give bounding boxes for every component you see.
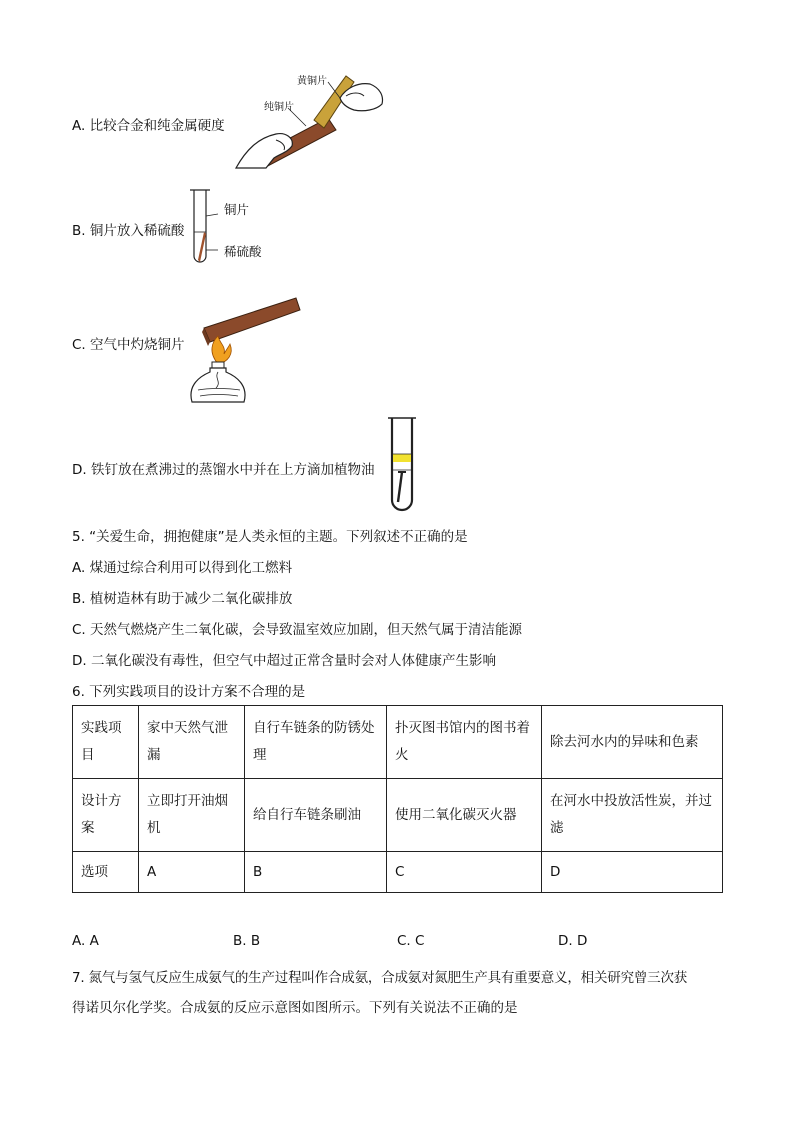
table-cell: B [245, 852, 387, 893]
q6-answer-b: B. B [233, 933, 261, 949]
option-b-text: B. 铜片放入稀硫酸 [72, 223, 185, 239]
option-a-text: A. 比较合金和纯金属硬度 [72, 118, 225, 134]
table-cell: D [542, 852, 723, 893]
q7-line-2: 得诺贝尔化学奖。合成氨的反应示意图如图所示。下列有关说法不正确的是 [72, 1000, 518, 1016]
q6-stem: 6. 下列实践项目的设计方案不合理的是 [72, 684, 306, 700]
table-cell: 扑灭图书馆内的图书着火 [387, 706, 542, 779]
alcohol-lamp-burning-copper [188, 292, 308, 412]
label-pure-copper: 纯铜片 [264, 102, 294, 113]
option-d-text: D. 铁钉放在煮沸过的蒸馏水中并在上方滴加植物油 [72, 462, 375, 478]
q7-line-1: 7. 氮气与氢气反应生成氨气的生产过程叫作合成氨，合成氨对氮肥生产具有重要意义，相关研究曾三次获 [72, 970, 688, 986]
table-cell: 除去河水内的异味和色素 [542, 706, 723, 779]
q5-stem: 5. “关爱生命，拥抱健康”是人类永恒的主题。下列叙述不正确的是 [72, 529, 468, 545]
table-cell: 家中天然气泄漏 [139, 706, 245, 779]
table-cell: 选项 [73, 852, 139, 893]
test-tube-iron-nail-oil [386, 416, 420, 512]
q6-answer-d: D. D [558, 933, 588, 949]
label-dilute-acid: 稀硫酸 [224, 244, 262, 259]
table-cell: 在河水中投放活性炭，并过滤 [542, 779, 723, 852]
table-cell: 给自行车链条刷油 [245, 779, 387, 852]
practice-plan-table [72, 705, 723, 893]
q6-answer-a: A. A [72, 933, 99, 949]
q5-option-d: D. 二氧化碳没有毒性，但空气中超过正常含量时会对人体健康产生影响 [72, 653, 496, 669]
table-cell: 使用二氧化碳灭火器 [387, 779, 542, 852]
table-row [73, 779, 723, 852]
option-c-text: C. 空气中灼烧铜片 [72, 337, 185, 353]
table-row [73, 852, 723, 893]
table-cell: 实践项目 [73, 706, 139, 779]
table-cell: 自行车链条的防锈处理 [245, 706, 387, 779]
table-cell: 立即打开油烟机 [139, 779, 245, 852]
q5-option-a: A. 煤通过综合利用可以得到化工燃料 [72, 560, 293, 576]
table-row [73, 706, 723, 779]
label-brass: 黄铜片 [297, 76, 327, 87]
q5-option-c: C. 天然气燃烧产生二氧化碳，会导致温室效应加剧，但天然气属于清洁能源 [72, 622, 523, 638]
q6-answer-c: C. C [397, 933, 425, 949]
label-copper-sheet: 铜片 [224, 202, 250, 217]
table-cell: A [139, 852, 245, 893]
q5-option-b: B. 植树造林有助于减少二氧化碳排放 [72, 591, 293, 607]
table-cell: C [387, 852, 542, 893]
table-cell: 设计方案 [73, 779, 139, 852]
test-tube-copper-acid [188, 188, 228, 268]
